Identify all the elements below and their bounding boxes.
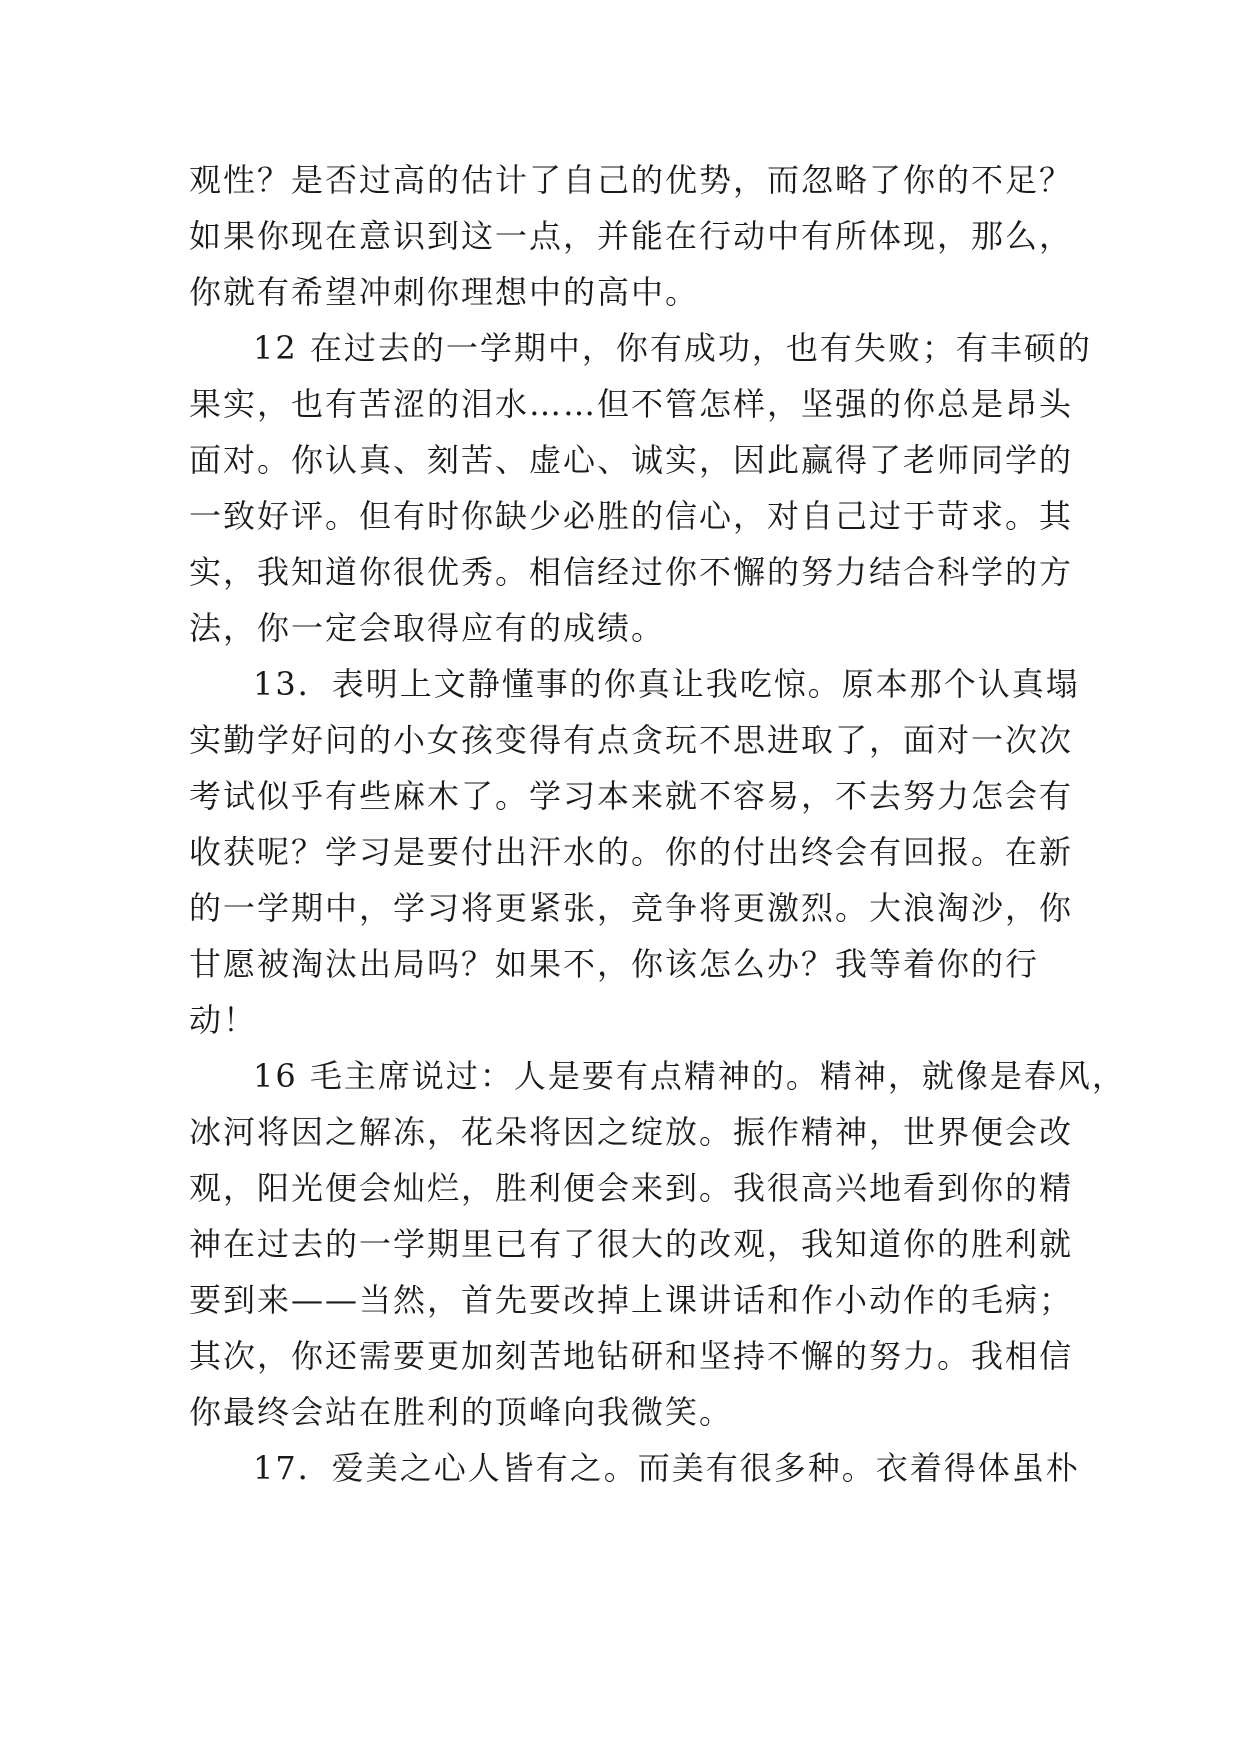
text-line: 观，阳光便会灿烂，胜利便会来到。我很高兴地看到你的精 <box>189 1169 1074 1207</box>
text-line: 实勤学好问的小女孩变得有点贪玩不思进取了，面对一次次 <box>189 721 1074 759</box>
text-line: 要到来——当然，首先要改掉上课讲话和作小动作的毛病； <box>189 1281 1074 1319</box>
text-line: 其次，你还需要更加刻苦地钻研和坚持不懈的努力。我相信 <box>189 1337 1074 1375</box>
text-line: 实，我知道你很优秀。相信经过你不懈的努力结合科学的方 <box>189 553 1074 591</box>
text-line: 观性？是否过高的估计了自己的优势，而忽略了你的不足？ <box>189 161 1074 199</box>
text-line: 面对。你认真、刻苦、虚心、诚实，因此赢得了老师同学的 <box>189 441 1074 479</box>
text-line: 神在过去的一学期里已有了很大的改观，我知道你的胜利就 <box>189 1225 1074 1263</box>
text-line: 甘愿被淘汰出局吗？如果不，你该怎么办？我等着你的行 <box>189 945 1040 983</box>
paragraph-first-line: 16 毛主席说过：人是要有点精神的。精神，就像是春风， <box>253 1057 1126 1095</box>
text-line: 的一学期中，学习将更紧张，竞争将更激烈。大浪淘沙，你 <box>189 889 1074 927</box>
text-line: 果实，也有苦涩的泪水……但不管怎样，坚强的你总是昂头 <box>189 385 1074 423</box>
paragraph-first-line: 17．爱美之心人皆有之。而美有很多种。衣着得体虽朴 <box>253 1449 1080 1487</box>
text-line: 收获呢？学习是要付出汗水的。你的付出终会有回报。在新 <box>189 833 1074 871</box>
text-line: 你最终会站在胜利的顶峰向我微笑。 <box>189 1393 734 1431</box>
text-line: 冰河将因之解冻，花朵将因之绽放。振作精神，世界便会改 <box>189 1113 1074 1151</box>
text-line: 你就有希望冲刺你理想中的高中。 <box>189 273 700 311</box>
text-line: 动！ <box>189 1001 258 1039</box>
paragraph-first-line: 12 在过去的一学期中，你有成功，也有失败；有丰硕的 <box>253 329 1092 367</box>
text-line: 如果你现在意识到这一点，并能在行动中有所体现，那么， <box>189 217 1074 255</box>
text-line: 一致好评。但有时你缺少必胜的信心，对自己过于苛求。其 <box>189 497 1074 535</box>
text-line: 考试似乎有些麻木了。学习本来就不容易，不去努力怎会有 <box>189 777 1074 815</box>
text-line: 法，你一定会取得应有的成绩。 <box>189 609 666 647</box>
paragraph-first-line: 13．表明上文静懂事的你真让我吃惊。原本那个认真塌 <box>253 665 1080 703</box>
